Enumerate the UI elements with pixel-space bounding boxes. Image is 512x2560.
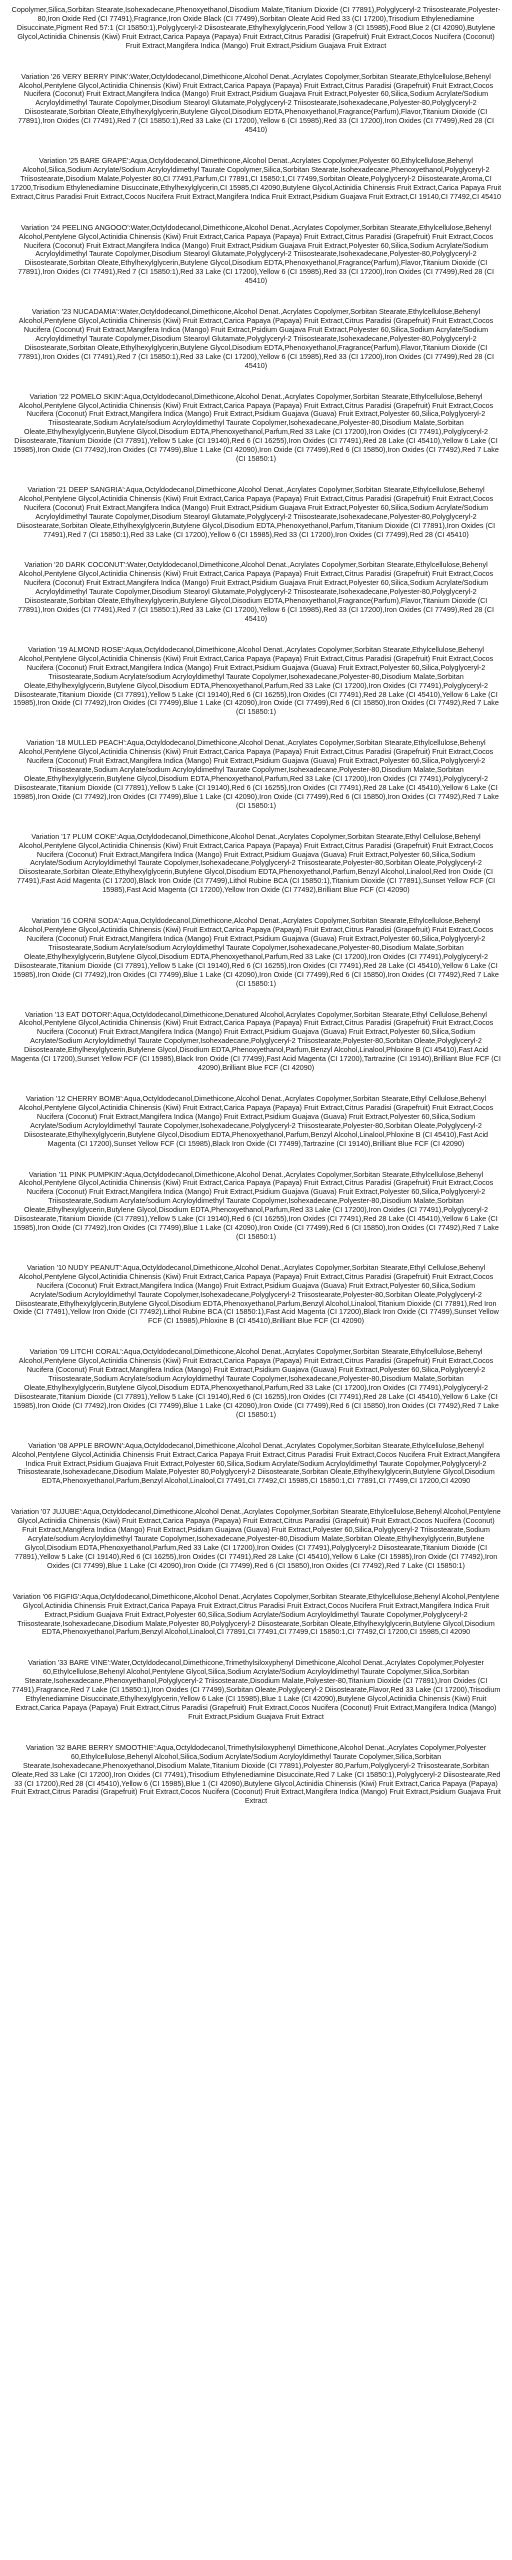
ingredient-text: Copolymer,Silica,Sorbitan Stearate,Isohexadecane,Phenoxyethanol,Disodium Malate,Titanium Dioxide (CI 77891),Polyglyceryl-2 Triisostearate,Polyester-80,Iron Oxide Red (CI 77491),Fragrance,Iron Oxide Black (CI 77499),Sorbitan Oleate Acid Red 33 (CI 17200),Trisodium Ethylenediamine Disuccinate,Pigment Red 57:1 (CI 15850:1),Polyglyceryl-2 Diisostearate,Ethylhexylglycerin,Food Yellow 3 (CI 15985),Food Blue 2 (CI 42090),Butylene Glycol,Actinidia Chinensis (Kiwi) Fruit Extract,Carica Papaya (Papaya) Fruit Extract,Citrus Paradisi (Grapefruit) Fruit Extract,Cocos Nucifera (Coconut) Fruit Extract,Mangifera Indica (Mango) Fruit Extract,Psidium Guajava Fruit Extract	[11, 5, 501, 50]
ingredient-block	[10, 1593, 502, 1638]
ingredient-block	[10, 1744, 502, 1806]
ingredient-text: Variation '19 ALMOND ROSE':Aqua,Octyldodecanol,Dimethicone,Alcohol Denat.,Acrylates Copolymer,Sorbitan Stearate,Ethylcellulose,Behenyl Alcohol,Pentylene Glycol,Actinidia Chinensis (Kiwi) Fruit Extract,Carica Papaya (Papaya) Fruit Extract,Citrus Paradisi (Grapefruit) Fruit Extract,Cocos Nucifera (Coconut) Fruit Extract,Mangifera Indica (Mango) Fruit Extract,Psidium Guajava (Guava) Fruit Extract,Polyester 60,Silica,Polyglyceryl-2 Triisostearate,Sodium Acrylate/sodium Acryloyldimethyl Taurate Copolymer,Isohexadecane,Polyester-80,Disodium Malate,Sorbitan Oleate,Ethylhexylglycerin,Butylene Glycol,Disodium EDTA,Phenoxyethanol,Parfum,Red 33 Lake (CI 17200),Iron Oxides (CI 77491),Polyglyceryl-2 Diisostearate,Titanium Dioxide (CI 77891),Yellow 5 Lake (CI 19140),Red 6 (CI 16255),Iron Oxides (CI 77491),Red 28 Lake (CI 45410),Yellow 6 Lake (CI 15985),Iron Oxide (CI 77492),Iron Oxides (CI 77499),Blue 1 Lake (CI 42090),Iron Oxide (CI 77499),Red 6 (CI 15850),Iron Oxides (CI 77492),Red 7 Lake (CI 15850:1)	[13, 644, 499, 717]
ingredient-text: Variation '22 POMELO SKIN':Aqua,Octyldodecanol,Dimethicone,Alcohol Denat.,Acrylates Copolymer,Sorbitan Stearate,Ethylcellulose,Behenyl Alcohol,Pentylene Glycol,Actinidia Chinensis (Kiwi) Fruit Extract,Carica Papaya (Papaya) Fruit Extract,Citrus Paradisi (Grapefruit) Fruit Extract,Cocos Nucifera (Coconut) Fruit Extract,Mangifera Indica (Mango) Fruit Extract,Psidium Guajava (Guava) Fruit Extract,Polyester 60,Silica,Polyglyceryl-2 Triisostearate,Sodium Acrylate/sodium Acryloyldimethyl Taurate Copolymer,Isohexadecane,Polyester-80,Disodium Malate,Sorbitan Oleate,Ethylhexylglycerin,Butylene Glycol,Disodium EDTA,Phenoxyethanol,Parfum,Red 33 Lake (CI 17200),Iron Oxides (CI 77491),Polyglyceryl-2 Diisostearate,Titanium Dioxide (CI 77891),Yellow 5 Lake (CI 19140),Red 6 (CI 16255),Iron Oxides (CI 77491),Red 28 Lake (CI 45410),Yellow 6 Lake (CI 15985),Iron Oxide (CI 77492),Iron Oxides (CI 77499),Blue 1 Lake (CI 42090),Iron Oxide (CI 77499),Red 6 (CI 15850),Iron Oxides (CI 77492),Red 7 Lake (CI 15850:1)	[13, 391, 499, 464]
ingredient-block	[10, 393, 502, 464]
ingredient-block	[10, 157, 502, 202]
ingredient-text: Variation '18 MULLED PEACH':Aqua,Octyldodecanol,Dimethicone,Alcohol Denat.,Acrylates Copolymer,Sorbitan Stearate,Ethylcellulose,Behenyl Alcohol,Pentylene Glycol,Actinidia Chinensis (Kiwi) Fruit Extract,Carica Papaya (Papaya) Fruit Extract,Citrus Paradisi (Grapefruit) Fruit Extract,Cocos Nucifera (Coconut) Fruit Extract,Mangifera Indica (Mango) Fruit Extract,Psidium Guajava (Guava) Fruit Extract,Polyester 60,Silica,Polyglyceryl-2 Triisostearate,Sodium Acrylate/sodium Acryloyldimethyl Taurate Copolymer,Isohexadecane,Polyester-80,Disodium Malate,Sorbitan Oleate,Ethylhexylglycerin,Butylene Glycol,Disodium EDTA,Phenoxyethanol,Parfum,Red 33 Lake (CI 17200),Iron Oxides (CI 77491),Polyglyceryl-2 Diisostearate,Titanium Dioxide (CI 77891),Yellow 5 Lake (CI 19140),Red 6 (CI 16255),Iron Oxides (CI 77491),Red 28 Lake (CI 45410),Yellow 6 Lake (CI 15985),Iron Oxide (CI 77492),Iron Oxides (CI 77499),Blue 1 Lake (CI 42090),Iron Oxide (CI 77499),Red 6 (CI 15850),Iron Oxides (CI 77492),Red 7 Lake (CI 15850:1)	[13, 738, 499, 810]
ingredient-block	[10, 1011, 502, 1073]
ingredient-block	[10, 1659, 502, 1721]
ingredient-text: Variation '26 VERY BERRY PINK':Water,Octyldodecanol,Dimethicone,Alcohol Denat.,Acrylates Copolymer,Sorbitan Stearate,Ethylcellulose,Behenyl Alcohol,Pentylene Glycol,Actinidia Chinensis (Kiwi) Fruit Extract,Carica Papaya (Papaya) Fruit Extract,Citrus Paradisi (Grapefruit) Fruit Extract,Cocos Nucifera (Coconut) Fruit Extract,Mangifera Indica (Mango) Fruit Extract,Psidium Guajava Fruit Extract,Polyester 60,Silica,Sodium Acrylate/Sodium Acryloyldimethyl Taurate Copolymer,Disodium Stearoyl Glutamate,Polyglyceryl-2 Triisostearate,Isohexadecane,Polyester-80,Polyglyceryl-2 Diisostearate,Sorbitan Oleate,Ethylhexylglycerin,Butylene Glycol,Disodium EDTA,Phenoxyethanol,Fragrance(Parfum),Flavor,Titanium Dioxide (CI 77891),Iron Oxides (CI 77491),Red 7 (CI 15850:1),Red 33 Lake (CI 17200),Yellow 6 (CI 15985),Red 33 (CI 17200),Iron Oxides (CI 77499),Red 28 (CI 45410)	[18, 71, 494, 135]
ingredient-text: Variation '25 BARE GRAPE':Aqua,Octyldodecanol,Dimethicone,Alcohol Denat.,Acrylates Copolymer,Polyester 60,Ethylcellulose,Behenyl Alcohol,Silica,Sodium Acrylate/Sodium Acryloyldimethyl Taurate Copolymer,Silica,Sorbitan Stearate,Isohexadecane,Phenoxyethanol,Polyglyceryl-2 Triisostearate,Disodium Malate,Polyester 80,CI 77491,Parfum,CI 77891,CI 15850:1,CI 77499,Sorbitan Oleate,Polyglyceryl-2 Diisostearate,Aroma,CI 17200,Trisodium Ethylenediamine Disuccinate,Ethylhexylglycerin,CI 15985,CI 42090,Butylene Glycol,Actinidia Chinensis Fruit Extract,Carica Papaya Fruit Extract,Citrus Paradisi Fruit Extract,Cocos Nucifera Fruit Extract,Mangifera Indica Fruit Extract,Psidium Guajava Fruit Extract,CI 19140,CI 77492,CI 45410	[10, 156, 502, 201]
ingredient-text: Variation '24 PEELING ANGOOO':Water,Octyldodecanol,Dimethicone,Alcohol Denat.,Acrylates Copolymer,Sorbitan Stearate,Ethylcellulose,Behenyl Alcohol,Pentylene Glycol,Actinidia Chinensis (Kiwi) Fruit Extract,Carica Papaya (Papaya) Fruit Extract,Citrus Paradisi (Grapefruit) Fruit Extract,Cocos Nucifera (Coconut) Fruit Extract,Mangifera Indica (Mango) Fruit Extract,Psidium Guajava Fruit Extract,Polyester 60,Silica,Sodium Acrylate/Sodium Acryloyldimethyl Taurate Copolymer,Disodium Stearoyl Glutamate,Polyglyceryl-2 Triisostearate,Isohexadecane,Polyester-80,Polyglyceryl-2 Diisostearate,Sorbitan Oleate,Ethylhexylglycerin,Butylene Glycol,Disodium EDTA,Phenoxyethanol,Fragrance(Parfum),Flavor,Titanium Dioxide (CI 77891),Iron Oxides (CI 77491),Red 7 (CI 15850:1),Red 33 Lake (CI 17200),Yellow 6 (CI 15985),Red 33 (CI 17200),Iron Oxides (CI 77499),Red 28 (CI 45410)	[18, 222, 494, 286]
ingredient-block	[10, 1508, 502, 1570]
ingredient-block	[10, 73, 502, 135]
ingredient-block	[10, 833, 502, 895]
ingredient-text: Variation '20 DARK COCONUT':Water,Octyldodecanol,Dimethicone,Alcohol Denat.,Acrylates Copolymer,Sorbitan Stearate,Ethylcellulose,Behenyl Alcohol,Pentylene Glycol,Actinidia Chinensis (Kiwi) Fruit Extract,Carica Papaya (Papaya) Fruit Extract,Citrus Paradisi (Grapefruit) Fruit Extract,Cocos Nucifera (Coconut) Fruit Extract,Mangifera Indica (Mango) Fruit Extract,Psidium Guajava Fruit Extract,Polyester 60,Silica,Sodium Acrylate/Sodium Acryloyldimethyl Taurate Copolymer,Disodium Stearoyl Glutamate,Polyglyceryl-2 Triisostearate,Isohexadecane,Polyester-80,Polyglyceryl-2 Diisostearate,Sorbitan Oleate,Ethylhexylglycerin,Butylene Glycol,Disodium EDTA,Phenoxyethanol,Fragrance(Parfum),Flavor,Titanium Dioxide (CI 77891),Iron Oxides (CI 77491),Red 7 (CI 15850:1),Red 33 Lake (CI 17200),Yellow 6 (CI 15985),Red 33 (CI 17200),Iron Oxides (CI 77499),Red 28 (CI 45410)	[18, 560, 494, 624]
ingredient-text: Variation '12 CHERRY BOMB':Aqua,Octyldodecanol,Dimethicone,Alcohol Denat.,Acrylates Copolymer,Sorbitan Stearate,Ethyl Cellulose,Behenyl Alcohol,Pentylene Glycol,Actinidia Chinensis (Kiwi) Fruit Extract,Carica Papaya (Papaya) Fruit Extract,Citrus Paradisi (Grapefruit) Fruit Extract,Cocos Nucifera (Coconut) Fruit Extract,Mangifera Indica (Mango) Fruit Extract,Psidium Guajava (Guava) Fruit Extract,Polyester 60,Silica,Sodium Acrylate/Sodium Acryloyldimethyl Taurate Copolymer,Isohexadecane,Polyglyceryl-2 Triisostearate,Polyester-80,Sorbitan Oleate,Polyglyceryl-2 Diisostearate,Ethylhexylglycerin,Butylene Glycol,Disodium EDTA,Phenoxyethanol,Parfum,Benzyl Alcohol,Linalool,Phloxine B (CI 45410),Fast Acid Magenta (CI 17200),Sunset Yellow FCF (CI 15985),Black Iron Oxide (CI 77499),Tartrazine (CI 19140),Brilliant Blue FCF (CI 42090)	[18, 1093, 494, 1148]
ingredient-block	[10, 308, 502, 370]
ingredient-block	[10, 6, 502, 51]
ingredient-text: Variation '16 CORNI SODA':Aqua,Octyldodecanol,Dimethicone,Alcohol Denat.,Acrylates Copolymer,Sorbitan Stearate,Ethylcellulose,Behenyl Alcohol,Pentylene Glycol,Actinidia Chinensis (Kiwi) Fruit Extract,Carica Papaya (Papaya) Fruit Extract,Citrus Paradisi (Grapefruit) Fruit Extract,Cocos Nucifera (Coconut) Fruit Extract,Mangifera Indica (Mango) Fruit Extract,Psidium Guajava (Guava) Fruit Extract,Polyester 60,Silica,Polyglyceryl-2 Triisostearate,Sodium Acrylate/sodium Acryloyldimethyl Taurate Copolymer,Isohexadecane,Polyester-80,Disodium Malate,Sorbitan Oleate,Ethylhexylglycerin,Butylene Glycol,Disodium EDTA,Phenoxyethanol,Parfum,Red 33 Lake (CI 17200),Iron Oxides (CI 77491),Polyglyceryl-2 Diisostearate,Titanium Dioxide (CI 77891),Yellow 5 Lake (CI 19140),Red 6 (CI 16255),Iron Oxides (CI 77491),Red 28 Lake (CI 45410),Yellow 6 Lake (CI 15985),Iron Oxide (CI 77492),Iron Oxides (CI 77499),Blue 1 Lake (CI 42090),Iron Oxide (CI 77499),Red 6 (CI 15850),Iron Oxides (CI 77492),Red 7 Lake (CI 15850:1)	[13, 916, 499, 988]
ingredient-text: Variation '11 PINK PUMPKIN':Aqua,Octyldodecanol,Dimethicone,Alcohol Denat.,Acrylates Copolymer,Sorbitan Stearate,Ethylcellulose,Behenyl Alcohol,Pentylene Glycol,Actinidia Chinensis (Kiwi) Fruit Extract,Carica Papaya (Papaya) Fruit Extract,Citrus Paradisi (Grapefruit) Fruit Extract,Cocos Nucifera (Coconut) Fruit Extract,Mangifera Indica (Mango) Fruit Extract,Psidium Guajava (Guava) Fruit Extract,Polyester 60,Silica,Polyglyceryl-2 Triisostearate,Sodium Acrylate/sodium Acryloyldimethyl Taurate Copolymer,Isohexadecane,Polyester-80,Disodium Malate,Sorbitan Oleate,Ethylhexylglycerin,Butylene Glycol,Disodium EDTA,Phenoxyethanol,Parfum,Red 33 Lake (CI 17200),Iron Oxides (CI 77491),Polyglyceryl-2 Diisostearate,Titanium Dioxide (CI 77891),Yellow 5 Lake (CI 19140),Red 6 (CI 16255),Iron Oxides (CI 77491),Red 28 Lake (CI 45410),Yellow 6 Lake (CI 15985),Iron Oxide (CI 77492),Iron Oxides (CI 77499),Blue 1 Lake (CI 42090),Iron Oxide (CI 77499),Red 6 (CI 15850),Iron Oxides (CI 77492),Red 7 Lake (CI 15850:1)	[13, 1169, 499, 1241]
ingredient-text: Variation '09 LITCHI CORAL':Aqua,Octyldodecanol,Dimethicone,Alcohol Denat.,Acrylates Copolymer,Sorbitan Stearate,Ethylcellulose,Behenyl Alcohol,Pentylene Glycol,Actinidia Chinensis (Kiwi) Fruit Extract,Carica Papaya (Papaya) Fruit Extract,Citrus Paradisi (Grapefruit) Fruit Extract,Cocos Nucifera (Coconut) Fruit Extract,Mangifera Indica (Mango) Fruit Extract,Psidium Guajava (Guava) Fruit Extract,Polyester 60,Silica,Polyglyceryl-2 Triisostearate,Sodium Acrylate/sodium Acryloyldimethyl Taurate Copolymer,Isohexadecane,Polyester-80,Disodium Malate,Sorbitan Oleate,Ethylhexylglycerin,Butylene Glycol,Disodium EDTA,Phenoxyethanol,Parfum,Red 33 Lake (CI 17200),Iron Oxides (CI 77491),Polyglyceryl-2 Diisostearate,Titanium Dioxide (CI 77891),Yellow 5 Lake (CI 19140),Red 6 (CI 16255),Iron Oxides (CI 77491),Red 28 Lake (CI 45410),Yellow 6 Lake (CI 15985),Iron Oxide (CI 77492),Iron Oxides (CI 77499),Blue 1 Lake (CI 42090),Iron Oxide (CI 77499),Red 6 (CI 15850),Iron Oxides (CI 77492),Red 7 Lake (CI 15850:1)	[13, 1347, 499, 1419]
ingredient-text: Variation '33 BARE VINE':Water,Octyldodecanol,Dimethicone,Trimethylsiloxyphenyl Dimethicone,Alcohol Denat.,Acrylates Copolymer,Polyester 60,Ethylcellulose,Behenyl Alcohol,Pentylene Glycol,Silica,Sodium Acrylate/Sodium Acryloyldimethyl Taurate Copolymer,Silica,Sorbitan Stearate,Isohexadecane,Phenoxyethanol,Polyglyceryl-2 Triisostearate,Disodium Malate,Polyester-80,Titanium Dioxide (CI 77891),Iron Oxides (CI 77491),Fragrance,Red 7 Lake (CI 15850:1),Iron Oxides (CI 77499),Sorbitan Oleate,Polyglyceryl-2 Diisostearate,Flavor,Red 33 Lake (CI 17200),Trisodium Ethylenediamine Disuccinate,Ethylhexylglycerin,Yellow 6 Lake (CI 15985),Blue 1 Lake (CI 42090),Butylene Glycol,Actinidia Chinensis (Kiwi) Fruit Extract,Carica Papaya (Papaya) Fruit Extract,Citrus Paradisi (Grapefruit) Fruit Extract,Cocos Nucifera (Coconut) Fruit Extract,Mangifera Indica (Mango) Fruit Extract,Psidium Guajava Fruit Extract	[11, 1658, 501, 1721]
ingredient-block	[10, 1348, 502, 1419]
ingredient-text: Variation '13 EAT DOTORI':Aqua,Octyldodecanol,Dimethicone,Denatured Alcohol,Acrylates Copolymer,Sorbitan Stearate,Ethyl Cellulose,Behenyl Alcohol,Pentylene Glycol,Actinidia Chinensis (Kiwi) Fruit Extract,Carica Papaya (Papaya) Fruit Extract,Citrus Paradisi (Grapefruit) Fruit Extract,Cocos Nucifera (Coconut) Fruit Extract,Mangifera Indica (Mango) Fruit Extract,Psidium Guajava (Guava) Fruit Extract,Polyester 60,Silica,Sodium Acrylate/Sodium Acryloyldimethyl Taurate Copolymer,Isohexadecane,Polyglyceryl-2 Triisostearate,Polyester-80,Sorbitan Oleate,Polyglyceryl-2 Diisostearate,Ethylhexylglycerin,Butylene Glycol,Disodium EDTA,Phenoxyethanol,Parfum,Benzyl Alcohol,Linalool,Phloxine B (CI 45410),Fast Acid Magenta (CI 17200),Sunset Yellow FCF (CI 15985),Black Iron Oxide (CI 77499),Fast Acid Magenta (CI 17200),Tartrazine (CI 19140),Brilliant Blue FCF (CI 42090),Brilliant Blue FCF (CI 42090)	[11, 1009, 501, 1073]
ingredient-block	[10, 1442, 502, 1487]
ingredient-block	[10, 224, 502, 286]
ingredient-block	[10, 561, 502, 623]
ingredient-text: Variation '06 FIGFIG':Aqua,Octyldodecanol,Dimethicone,Alcohol Denat.,Acrylates Copolymer,Sorbitan Stearate,Ethylcellulose,Behenyl Alcohol,Pentylene Glycol,Actinidia Chinensis Fruit Extract,Carica Papaya Fruit Extract,Citrus Paradisi Fruit Extract,Cocos Nucifera Fruit Extract,Mangifera Indica Fruit Extract,Psidium Guajava Fruit Extract,Polyester 60,Silica,Sodium Acrylate/Sodium Acryloyldimethyl Taurate Copolymer,Polyglyceryl-2 Triisostearate,Isohexadecane,Disodium Malate,Polyester 80,Polyglyceryl-2 Diisostearate,Sorbitan Oleate,Ethylhexylglycerin,Butylene Glycol,Disodium EDTA,Phenoxyethanol,Parfum,Benzyl Alcohol,Linalool,CI 77891,CI 77491,CI 77499,CI 15850:1,CI 77492,CI 17200,CI 15985,CI 42090	[12, 1591, 500, 1637]
ingredient-block	[10, 1264, 502, 1326]
ingredient-text: Variation '32 BARE BERRY SMOOTHIE':Aqua,Octyldodecanol,Trimethylsiloxyphenyl Dimethicone,Alcohol Denat.,Acrylates Copolymer,Polyester 60,Ethylcellulose,Behenyl Alcohol,Silica,Sodium Acrylate/Sodium Acryloyldimethyl Taurate Copolymer,Silica,Sorbitan Stearate,Isohexadecane,Phenoxyethanol,Disodium Malate,Titanium Dioxide (CI 77891),Polyester 80,Parfum,Polyglyceryl-2 Triisostearate,Sorbitan Oleate,Red 33 Lake (CI 17200),Iron Oxides (CI 77491),Trisodium Ethylenediamine Disuccinate,Red 7 Lake (CI 15850:1),Polyglyceryl-2 Diisostearate,Red 33 (CI 17200),Red 28 (CI 45410),Yellow 6 (CI 15985),Blue 1 (CI 42090),Butylene Glycol,Actinidia Chinensis (Kiwi) Fruit Extract,Carica Papaya (Papaya) Fruit Extract,Citrus Paradisi (Grapefruit) Fruit Extract,Cocos Nucifera (Coconut) Fruit Extract,Mangifera Indica (Mango) Fruit Extract,Psidium Guajava Fruit Extract	[11, 1742, 501, 1806]
ingredient-block	[10, 917, 502, 988]
ingredient-text: Variation '23 NUCADAMIA':Water,Octyldodecanol,Dimethicone,Alcohol Denat.,Acrylates Copolymer,Sorbitan Stearate,Ethylcellulose,Behenyl Alcohol,Pentylene Glycol,Actinidia Chinensis (Kiwi) Fruit Extract,Carica Papaya (Papaya) Fruit Extract,Citrus Paradisi (Grapefruit) Fruit Extract,Cocos Nucifera (Coconut) Fruit Extract,Mangifera Indica (Mango) Fruit Extract,Psidium Guajava Fruit Extract,Polyester 60,Silica,Sodium Acrylate/Sodium Acryloyldimethyl Taurate Copolymer,Disodium Stearoyl Glutamate,Polyglyceryl-2 Triisostearate,Isohexadecane,Polyester-80,Polyglyceryl-2 Diisostearate,Sorbitan Oleate,Ethylhexylglycerin,Butylene Glycol,Disodium EDTA,Phenoxyethanol,Fragrance(Parfum),Flavor,Titanium Dioxide (CI 77891),Iron Oxides (CI 77491),Red 7 (CI 15850:1),Red 33 Lake (CI 17200),Yellow 6 (CI 15985),Red 33 (CI 17200),Iron Oxides (CI 77499),Red 28 (CI 45410)	[18, 307, 494, 370]
ingredient-block	[10, 646, 502, 717]
ingredient-text: Variation '08 APPLE BROWN':Aqua,Octyldodecanol,Dimethicone,Alcohol Denat.,Acrylates Copolymer,Sorbitan Stearate,Ethylcellulose,Behenyl Alcohol,Pentylene Glycol,Actinidia Chinensis Fruit Extract,Carica Papaya Fruit Extract,Citrus Paradisi Fruit Extract,Cocos Nucifera Fruit Extract,Mangifera Indica Fruit Extract,Psidium Guajava Fruit Extract,Polyester 60,Silica,Sodium Acrylate/Sodium Acryloyldimethyl Taurate Copolymer,Polyglyceryl-2 Triisostearate,Isohexadecane,Disodium Malate,Polyester 80,Polyglyceryl-2 Diisostearate,Sorbitan Oleate,Ethylhexylglycerin,Butylene Glycol,Disodium EDTA,Phenoxyethanol,Parfum,Benzyl Alcohol,Linalool,CI 77491,CI 77492,CI 15985,CI 15850:1,CI 77891,CI 77499,CI 17200,CI 42090	[11, 1440, 501, 1486]
ingredient-block	[10, 739, 502, 810]
ingredient-text: Variation '10 NUDY PEANUT':Aqua,Octyldodecanol,Dimethicone,Alcohol Denat.,Acrylates Copolymer,Sorbitan Stearate,Ethyl Cellulose,Behenyl Alcohol,Pentylene Glycol,Actinidia Chinensis (Kiwi) Fruit Extract,Carica Papaya (Papaya) Fruit Extract,Citrus Paradisi (Grapefruit) Fruit Extract,Cocos Nucifera (Coconut) Fruit Extract,Mangifera Indica (Mango) Fruit Extract,Psidium Guajava (Guava) Fruit Extract,Polyester 60,Silica,Sodium Acrylate/Sodium Acryloyldimethyl Taurate Copolymer,Isohexadecane,Polyglyceryl-2 Triisostearate,Polyester-80,Sorbitan Oleate,Polyglyceryl-2 Diisostearate,Ethylhexylglycerin,Butylene Glycol,Disodium EDTA,Phenoxyethanol,Parfum,Benzyl Alcohol,Linalool,Titanium Dioxide (CI 77891),Red Iron Oxide (CI 77491),Yellow Iron Oxide (CI 77492),Lithol Rubine BCA (CI 15850:1),Fast Acid Magenta (CI 17200),Black Iron Oxide (CI 77499),Sunset Yellow FCF (CI 15985),Phloxine B (CI 45410),Brilliant Blue FCF (CI 42090)	[13, 1262, 499, 1326]
ingredient-block	[10, 1171, 502, 1242]
ingredient-block	[10, 1095, 502, 1149]
ingredient-text: Variation '21 DEEP SANGRIA':Aqua,Octyldodecanol,Dimethicone,Alcohol Denat.,Acrylates Copolymer,Sorbitan Stearate,Ethylcellulose,Behenyl Alcohol,Pentylene Glycol,Actinidia Chinensis (Kiwi) Fruit Extract,Carica Papaya (Papaya) Fruit Extract,Citrus Paradisi (Grapefruit) Fruit Extract,Cocos Nucifera (Coconut) Fruit Extract,Mangifera Indica (Mango) Fruit Extract,Psidium Guajava Fruit Extract,Polyester 60,Silica,Sodium Acrylate/Sodium Acryloyldimethyl Taurate Copolymer,Disodium Stearoyl Glutamate,Polyglyceryl-2 Triisostearate,Isohexadecane,Polyester-80,Polyglyceryl-2 Diisostearate,Sorbitan Oleate,Ethylhexylglycerin,Butylene Glycol,Disodium EDTA,Phenoxyethanol,Parfum,Titanium Dioxide (CI 77891),Iron Oxides (CI 77491),Red 7 (CI 15850:1),Red 33 Lake (CI 17200),Yellow 6 (CI 15985),Red 33 (CI 17200),Iron Oxides (CI 77499),Red 28 (CI 45410)	[16, 484, 496, 539]
ingredient-text: Variation '17 PLUM COKE':Aqua,Octyldodecanol,Dimethicone,Alcohol Denat.,Acrylates Copolymer,Sorbitan Stearate,Ethyl Cellulose,Behenyl Alcohol,Pentylene Glycol,Actinidia Chinensis (Kiwi) Fruit Extract,Carica Papaya (Papaya) Fruit Extract,Citrus Paradisi (Grapefruit) Fruit Extract,Cocos Nucifera (Coconut) Fruit Extract,Mangifera Indica (Mango) Fruit Extract,Psidium Guajava (Guava) Fruit Extract,Polyester 60,Silica,Sodium Acrylate/Sodium Acryloyldimethyl Taurate Copolymer,Isohexadecane,Polyglyceryl-2 Triisostearate,Polyester-80,Sorbitan Oleate,Polyglyceryl-2 Diisostearate,Sorbitan Oleate,Ethylhexylglycerin,Butylene Glycol,Disodium EDTA,Phenoxyethanol,Parfum,Benzyl Alcohol,Linalool,Red Iron Oxide (CI 77491),Fast Acid Magenta (CI 17200),Black Iron Oxide (CI 77499),Lithol Rubine BCA (CI 15850:1),Titanium Dioxide (CI 77891),Sunset Yellow FCF (CI 15985),Fast Acid Magenta (CI 17200),Yellow Iron Oxide (CI 77492),Brilliant Blue FCF (CI 42090)	[16, 831, 496, 895]
ingredient-text: Variation '07 JUJUBE':Aqua,Octyldodecanol,Dimethicone,Alcohol Denat.,Acrylates Copolymer,Sorbitan Stearate,Ethylcellulose,Behenyl Alcohol,Pentylene Glycol,Actinidia Chinensis (Kiwi) Fruit Extract,Carica Papaya (Papaya) Fruit Extract,Citrus Paradisi (Grapefruit) Fruit Extract,Cocos Nucifera (Coconut) Fruit Extract,Mangifera Indica (Mango) Fruit Extract,Psidium Guajava (Guava) Fruit Extract,Polyester 60,Silica,Polyglyceryl-2 Triisostearate,Sodium Acrylate/sodium Acryloyldimethyl Taurate Copolymer,Isohexadecane,Polyester-80,Disodium Malate,Sorbitan Oleate,Ethylhexylglycerin,Butylene Glycol,Disodium EDTA,Phenoxyethanol,Parfum,Red 33 Lake (CI 17200),Iron Oxides (CI 77491),Polyglyceryl-2 Diisostearate,Titanium Dioxide (CI 77891),Yellow 5 Lake (CI 19140),Red 6 (CI 16255),Iron Oxides (CI 77491),Red 28 Lake (CI 45410),Yellow 6 Lake (CI 15985),Iron Oxide (CI 77492),Iron Oxides (CI 77499),Blue 1 Lake (CI 42090),Iron Oxide (CI 77499),Red 6 (CI 15850),Iron Oxides (CI 77492),Red 7 Lake (CI 15850:1)	[11, 1507, 501, 1570]
ingredient-block	[10, 486, 502, 540]
